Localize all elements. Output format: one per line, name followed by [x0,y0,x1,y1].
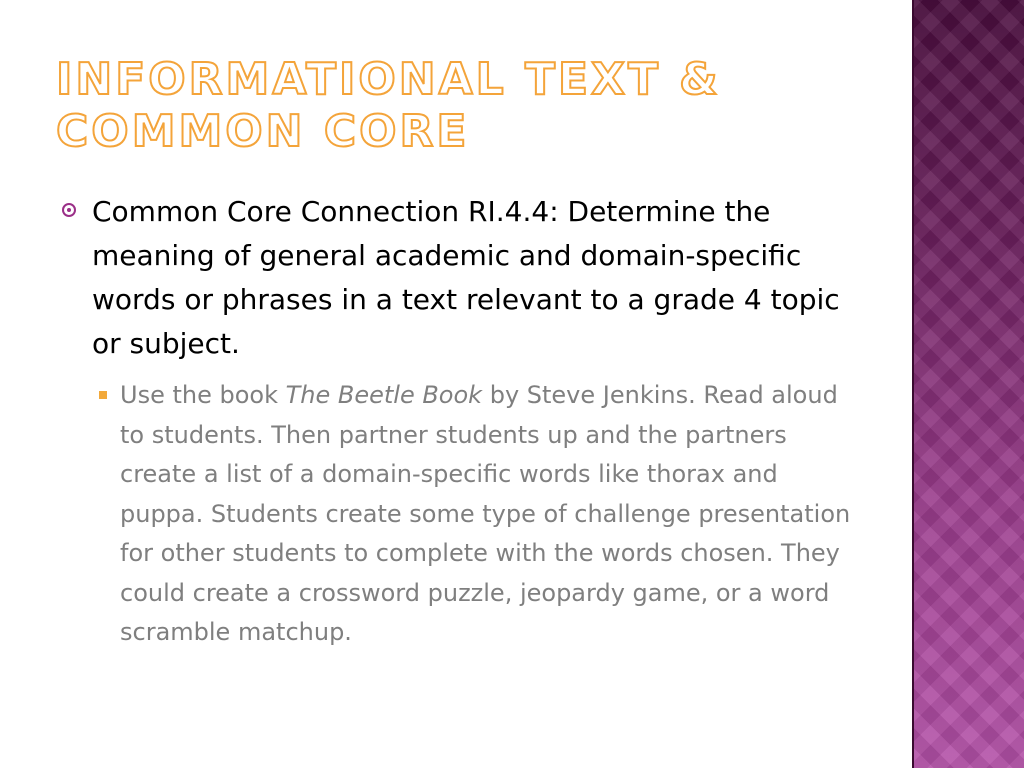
bullet-level-2-text-before: Use the book [120,381,286,409]
circle-dot-bullet-icon [62,203,76,217]
bullet-level-2 [120,376,852,653]
square-bullet-icon [99,391,107,399]
book-title: The Beetle Book [285,381,483,409]
slide-title: INFORMATIONAL TEXT & COMMON CORE [56,54,721,157]
bullet-level-2-text-after: by Steve Jenkins. Read aloud to students. Then partner students up and the partners create a list of a domain-specific words like thorax and puppa. Students create some type of challenge presentation for other students to complete with the words chosen. They could create a crossword puzzle, jeopardy game, or a word scramble matchup. [120,381,851,646]
bullet-level-1 [62,190,852,366]
slide-content [62,190,852,653]
bullet-level-1-text: Common Core Connection RI.4.4: Determine the meaning of general academic and domain-specific words or phrases in a text relevant to a grade 4 topic or subject. [92,195,840,360]
decorative-side-band [912,0,1024,768]
